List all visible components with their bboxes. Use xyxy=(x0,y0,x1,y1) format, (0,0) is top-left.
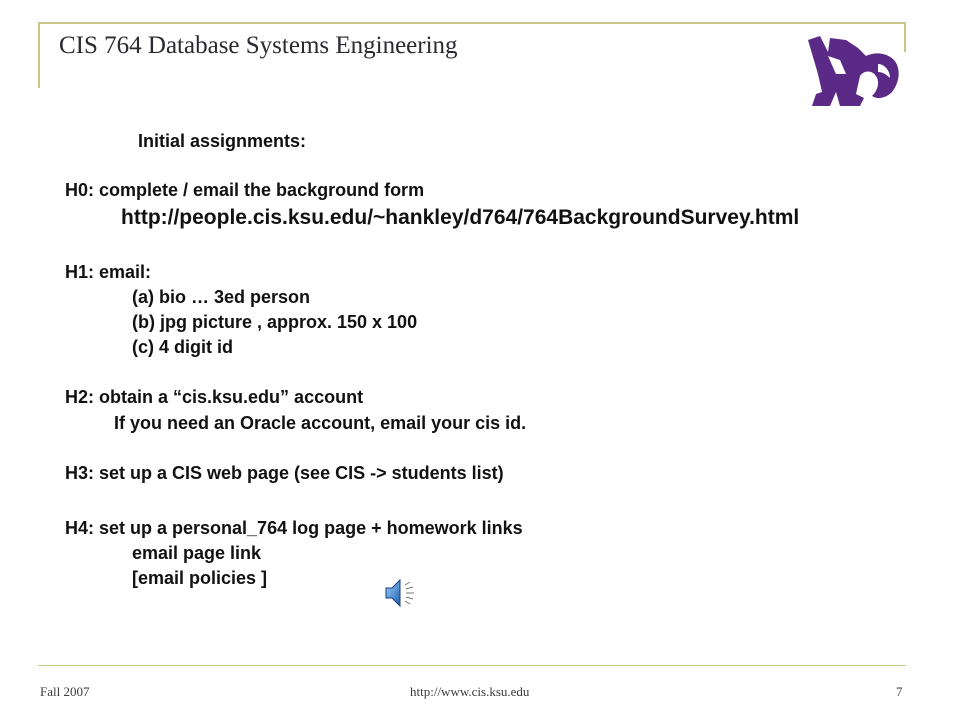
h1-label: H1: email: xyxy=(65,262,152,282)
background-survey-link[interactable]: http://people.cis.ksu.edu/~hankley/d764/764BackgroundSurvey.html xyxy=(121,206,800,229)
h1-item-b: (b) jpg picture , approx. 150 x 100 xyxy=(132,312,418,332)
h1-item-a: (a) bio … 3ed person xyxy=(132,287,311,307)
h2-note: If you need an Oracle account, email your cis id. xyxy=(114,413,527,433)
assignments-heading: Initial assignments: xyxy=(138,131,307,151)
h1-item-c: (c) 4 digit id xyxy=(132,337,233,357)
footer-url[interactable]: http://www.cis.ksu.edu xyxy=(410,684,530,699)
footer-term: Fall 2007 xyxy=(40,684,90,699)
page-number: 7 xyxy=(896,684,903,699)
email-policies-link[interactable]: [email policies ] xyxy=(132,568,268,588)
footer-divider xyxy=(38,665,906,666)
h4-label: H4: set up a personal_764 log page + homework links xyxy=(65,518,523,538)
h0-label: H0: complete / email the background form xyxy=(65,180,425,200)
slide-title: CIS 764 Database Systems Engineering xyxy=(59,32,458,59)
h2-label: H2: obtain a “cis.ksu.edu” account xyxy=(65,387,364,407)
email-page-link[interactable]: email page link xyxy=(132,543,262,563)
speaker-icon[interactable] xyxy=(382,577,418,609)
h3-label: H3: set up a CIS web page (see CIS -> students list) xyxy=(65,463,504,483)
